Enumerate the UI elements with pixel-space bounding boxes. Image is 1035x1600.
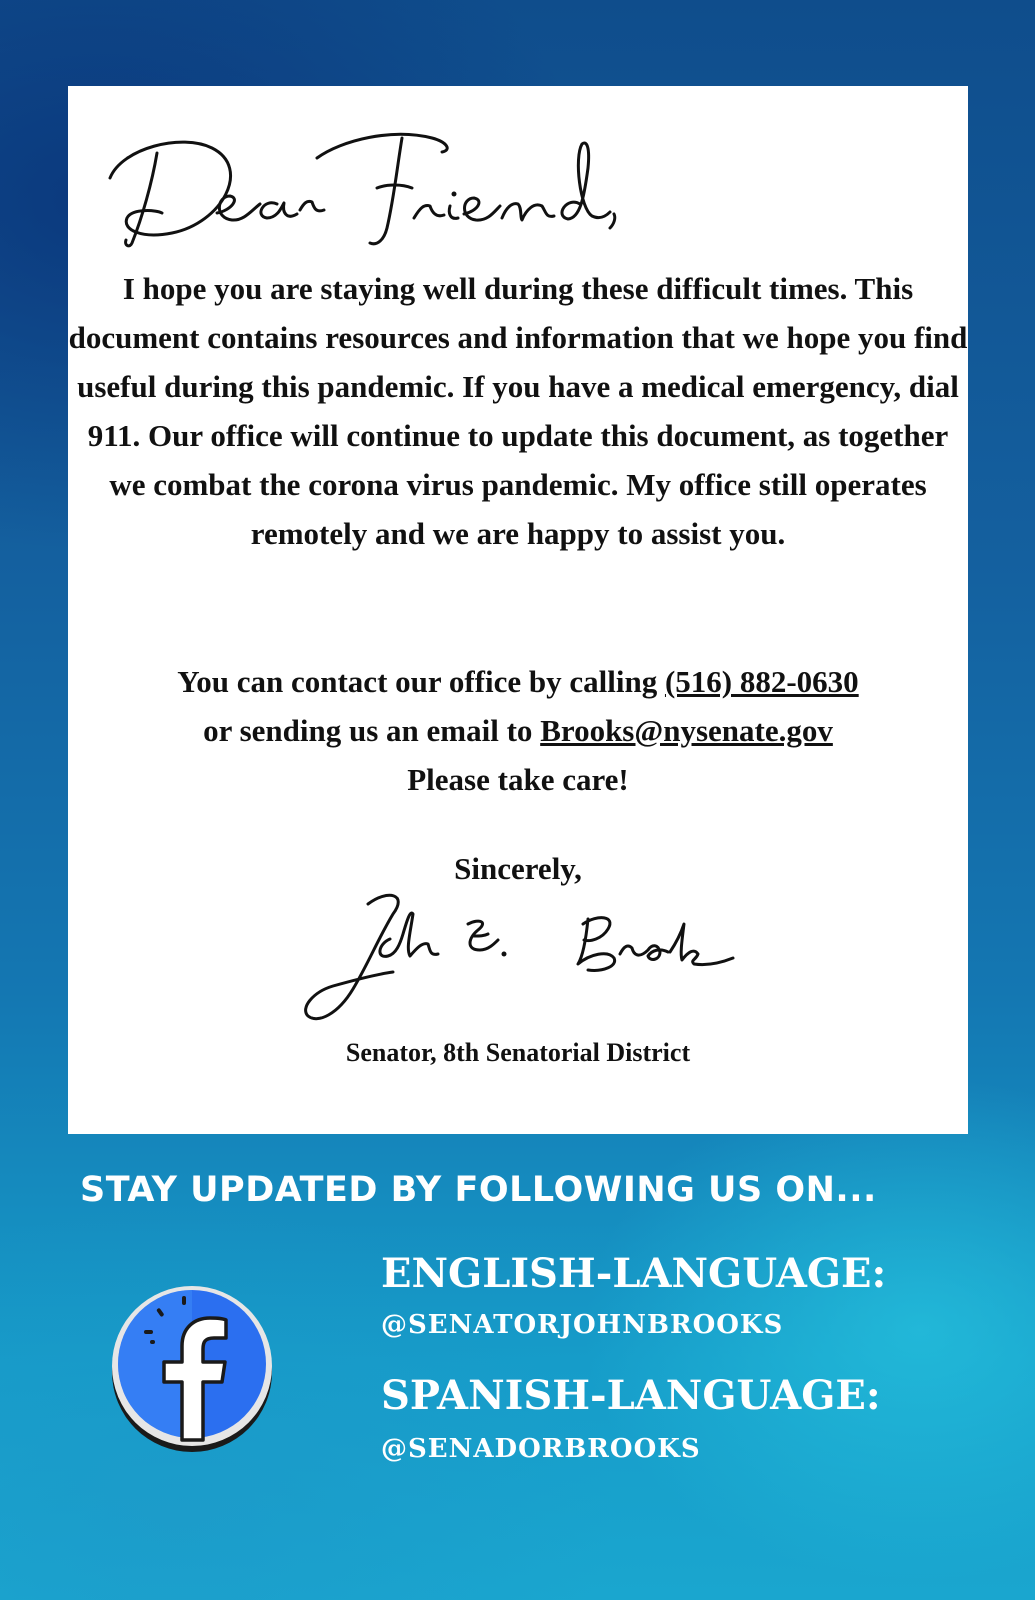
email-line <box>68 706 968 755</box>
spanish-language-label: SPANISH-LANGUAGE: <box>381 1372 881 1419</box>
english-language-label: ENGLISH-LANGUAGE: <box>381 1250 887 1297</box>
greeting-script <box>102 118 622 258</box>
email-link[interactable]: Brooks@nysenate.gov <box>540 713 833 748</box>
follow-heading: STAY UPDATED BY FOLLOWING US ON... <box>80 1170 877 1210</box>
contact-prefix: You can contact our office by calling <box>177 664 658 699</box>
take-care-text: Please take care! <box>407 762 629 797</box>
phone-link[interactable]: (516) 882-0630 <box>664 664 859 699</box>
facebook-icon[interactable] <box>104 1280 280 1456</box>
phone-line <box>68 657 968 706</box>
contact-block <box>68 657 968 804</box>
closing-text: Sincerely, <box>454 851 582 886</box>
letter-body: I hope you are staying well during these difficult times. This document contains resources and information that we hope you find useful during this pandemic. If you have a medical emergency, dial 911. Our office will continue to update this document, as together we combat the corona virus pandemic. My office still operates remotely and we are happy to assist you. <box>68 271 968 551</box>
english-handle[interactable]: @SENATORJOHNBROOKS <box>381 1310 784 1340</box>
spanish-handle[interactable]: @SENADORBROOKS <box>381 1434 701 1464</box>
signer-title: Senator, 8th Senatorial District <box>345 1038 691 1067</box>
email-prefix: or sending us an email to <box>203 713 533 748</box>
signature-image <box>298 884 738 1044</box>
